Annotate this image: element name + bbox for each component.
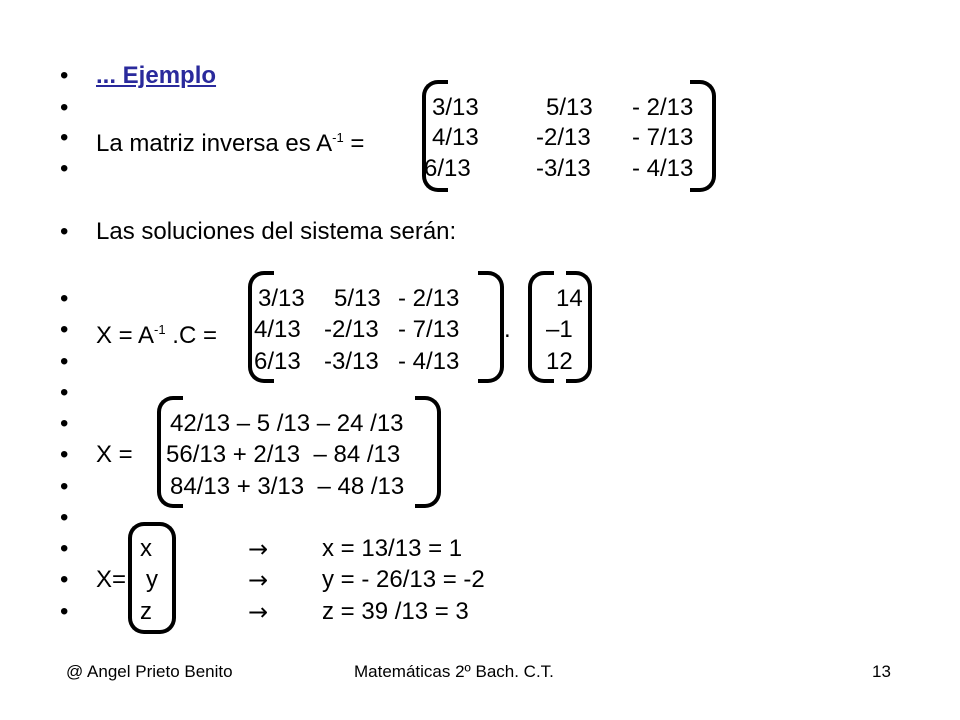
bullet: •	[60, 566, 69, 593]
bullet: •	[60, 504, 69, 531]
product-lhs-text: X = A	[96, 322, 155, 349]
result-line: z = 39 /13 = 3	[322, 598, 469, 625]
matrix-cell: 6/13	[254, 348, 301, 375]
var-cell: y	[146, 566, 158, 593]
inverse-var: A	[316, 130, 333, 157]
matrix-cell: 6/13	[424, 155, 471, 182]
matrix-cell: 4/13	[432, 124, 479, 151]
matrix-cell: -2/13	[324, 316, 379, 343]
bullet: •	[60, 155, 69, 182]
bullet: •	[60, 379, 69, 406]
matrix-cell: 5/13	[334, 285, 381, 312]
bullet: •	[60, 94, 69, 121]
right-arrow-icon: →	[248, 598, 269, 626]
expanded-row: 42/13 – 5 /13 – 24 /13	[170, 410, 404, 437]
bullet: •	[60, 348, 69, 375]
product-sup: -1	[154, 322, 166, 337]
bullet: •	[60, 124, 69, 151]
inverse-label-text: La matriz inversa es	[96, 130, 311, 157]
matrix-cell: - 4/13	[398, 348, 460, 375]
result-line: x = 13/13 = 1	[322, 535, 463, 562]
bullet: •	[60, 218, 69, 245]
slide-title: ... Ejemplo	[96, 62, 217, 89]
vector-cell: 12	[546, 348, 573, 375]
inverse-lhs	[316, 130, 364, 157]
result-line: y = - 26/13 = -2	[322, 566, 485, 593]
matrix-cell: - 7/13	[398, 316, 460, 343]
matrix-right-paren	[478, 271, 504, 383]
footer-course: Matemáticas 2º Bach. C.T.	[354, 662, 554, 681]
matrix-cell: 3/13	[258, 285, 305, 312]
expanded-row: 56/13 + 2/13 – 84 /13	[166, 441, 401, 468]
bullet: •	[60, 410, 69, 437]
bullet: •	[60, 598, 69, 625]
expanded-row: 84/13 + 3/13 – 48 /13	[170, 473, 405, 500]
matrix-right-paren	[690, 80, 716, 192]
vector-cell: 14	[556, 285, 583, 312]
inverse-eq: =	[350, 130, 365, 157]
matrix-cell: -3/13	[536, 155, 591, 182]
bullet: •	[60, 316, 69, 343]
product-dot: .	[504, 316, 511, 343]
inverse-sup: -1	[332, 130, 344, 145]
product-rest: .C =	[172, 322, 217, 349]
matrix-cell: - 2/13	[632, 94, 694, 121]
inverse-label	[96, 123, 364, 159]
matrix-cell: - 2/13	[398, 285, 460, 312]
product-lhs	[96, 315, 217, 351]
matrix-cell: 3/13	[432, 94, 479, 121]
bullet: •	[60, 62, 69, 89]
bullet: •	[60, 473, 69, 500]
expanded-lhs: X =	[96, 441, 133, 468]
bullet: •	[60, 441, 69, 468]
footer-page-number: 13	[872, 662, 891, 681]
var-cell: z	[140, 598, 152, 625]
var-cell: x	[140, 535, 152, 562]
matrix-cell: - 7/13	[632, 124, 694, 151]
matrix-cell: -3/13	[324, 348, 379, 375]
solutions-label: Las soluciones del sistema serán:	[96, 218, 457, 245]
right-arrow-icon: →	[248, 535, 269, 563]
matrix-right-paren	[415, 396, 441, 508]
matrix-cell: 5/13	[546, 94, 593, 121]
matrix-cell: -2/13	[536, 124, 591, 151]
matrix-cell: - 4/13	[632, 155, 694, 182]
footer-author: @ Angel Prieto Benito	[66, 662, 233, 681]
bullet: •	[60, 535, 69, 562]
final-lhs: X=	[96, 566, 127, 593]
right-arrow-icon: →	[248, 566, 269, 594]
matrix-cell: 4/13	[254, 316, 301, 343]
vector-cell: –1	[546, 316, 573, 343]
bullet: •	[60, 285, 69, 312]
